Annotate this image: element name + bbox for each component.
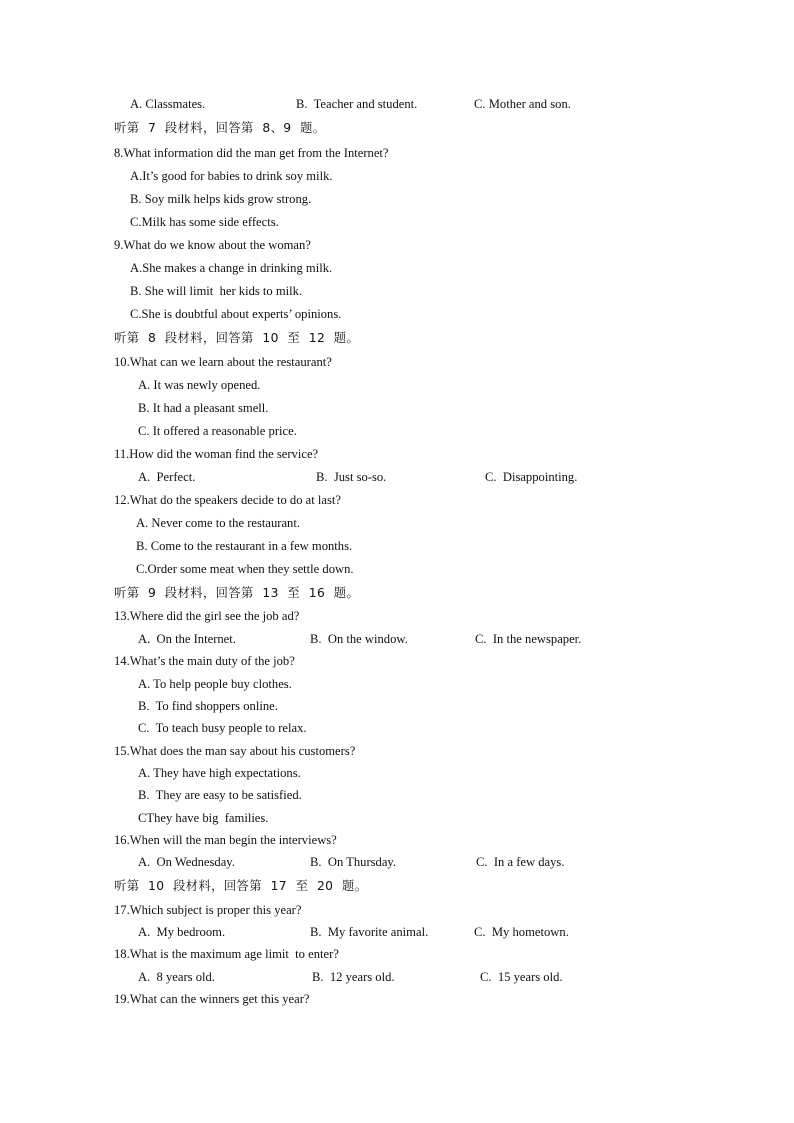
q9-stem: 9.What do we know about the woman? [114, 238, 311, 252]
q17-option-a: A. My bedroom. [138, 925, 226, 939]
section-7-heading: 听第 7 段材料，回答第 8、9 题。 [114, 121, 326, 135]
q13-stem: 13.Where did the girl see the job ad? [114, 609, 300, 623]
q16-option-a: A. On Wednesday. [138, 855, 235, 869]
q10-stem: 10.What can we learn about the restaurant? [114, 355, 332, 369]
q9-option-a: A.She makes a change in drinking milk. [130, 261, 333, 275]
q13-option-b: B. On the window. [310, 632, 408, 646]
q15-option-b: B. They are easy to be satisfied. [138, 788, 302, 802]
q10-option-b: B. It had a pleasant smell. [138, 401, 269, 415]
q17-option-c: C. My hometown. [474, 925, 569, 939]
q11-stem: 11.How did the woman find the service? [114, 447, 319, 461]
q16-option-b: B. On Thursday. [310, 855, 397, 869]
q14-stem: 14.What’s the main duty of the job? [114, 654, 295, 668]
q8-stem: 8.What information did the man get from the Internet? [114, 146, 389, 160]
q11-option-b: B. Just so-so. [316, 470, 387, 484]
q7-option-b: B. Teacher and student. [296, 97, 418, 111]
q10-option-a: A. It was newly opened. [138, 378, 261, 392]
q14-option-c: C. To teach busy people to relax. [138, 721, 307, 735]
q18-option-a: A. 8 years old. [138, 970, 215, 984]
q12-stem: 12.What do the speakers decide to do at last? [114, 493, 341, 507]
q15-option-c: CThey have big families. [138, 811, 269, 825]
q16-stem: 16.When will the man begin the interviews? [114, 833, 337, 847]
q7-option-a: A. Classmates. [130, 97, 206, 111]
q12-option-c: C.Order some meat when they settle down. [136, 562, 354, 576]
q7-option-c: C. Mother and son. [474, 97, 571, 111]
q12-option-b: B. Come to the restaurant in a few months. [136, 539, 353, 553]
section-8-heading: 听第 8 段材料，回答第 10 至 12 题。 [114, 331, 360, 345]
q8-option-a: A.It’s good for babies to drink soy milk. [130, 169, 333, 183]
q10-option-c: C. It offered a reasonable price. [138, 424, 297, 438]
q17-stem: 17.Which subject is proper this year? [114, 903, 302, 917]
q9-option-b: B. She will limit her kids to milk. [130, 284, 303, 298]
q18-stem: 18.What is the maximum age limit to enter? [114, 947, 339, 961]
q18-option-c: C. 15 years old. [480, 970, 563, 984]
q14-option-a: A. To help people buy clothes. [138, 677, 292, 691]
q12-option-a: A. Never come to the restaurant. [136, 516, 301, 530]
q13-option-c: C. In the newspaper. [475, 632, 582, 646]
q11-option-a: A. Perfect. [138, 470, 196, 484]
q9-option-c: C.She is doubtful about experts’ opinions. [130, 307, 342, 321]
section-9-heading: 听第 9 段材料，回答第 13 至 16 题。 [114, 586, 360, 600]
q17-option-b: B. My favorite animal. [310, 925, 429, 939]
q8-option-b: B. Soy milk helps kids grow strong. [130, 192, 312, 206]
q14-option-b: B. To find shoppers online. [138, 699, 278, 713]
q19-stem: 19.What can the winners get this year? [114, 992, 310, 1006]
q18-option-b: B. 12 years old. [312, 970, 395, 984]
q15-stem: 15.What does the man say about his customers? [114, 744, 356, 758]
q11-option-c: C. Disappointing. [485, 470, 578, 484]
q16-option-c: C. In a few days. [476, 855, 565, 869]
q15-option-a: A. They have high expectations. [138, 766, 301, 780]
section-10-heading: 听第 10 段材料，回答第 17 至 20 题。 [114, 879, 368, 893]
q8-option-c: C.Milk has some side effects. [130, 215, 279, 229]
q13-option-a: A. On the Internet. [138, 632, 236, 646]
